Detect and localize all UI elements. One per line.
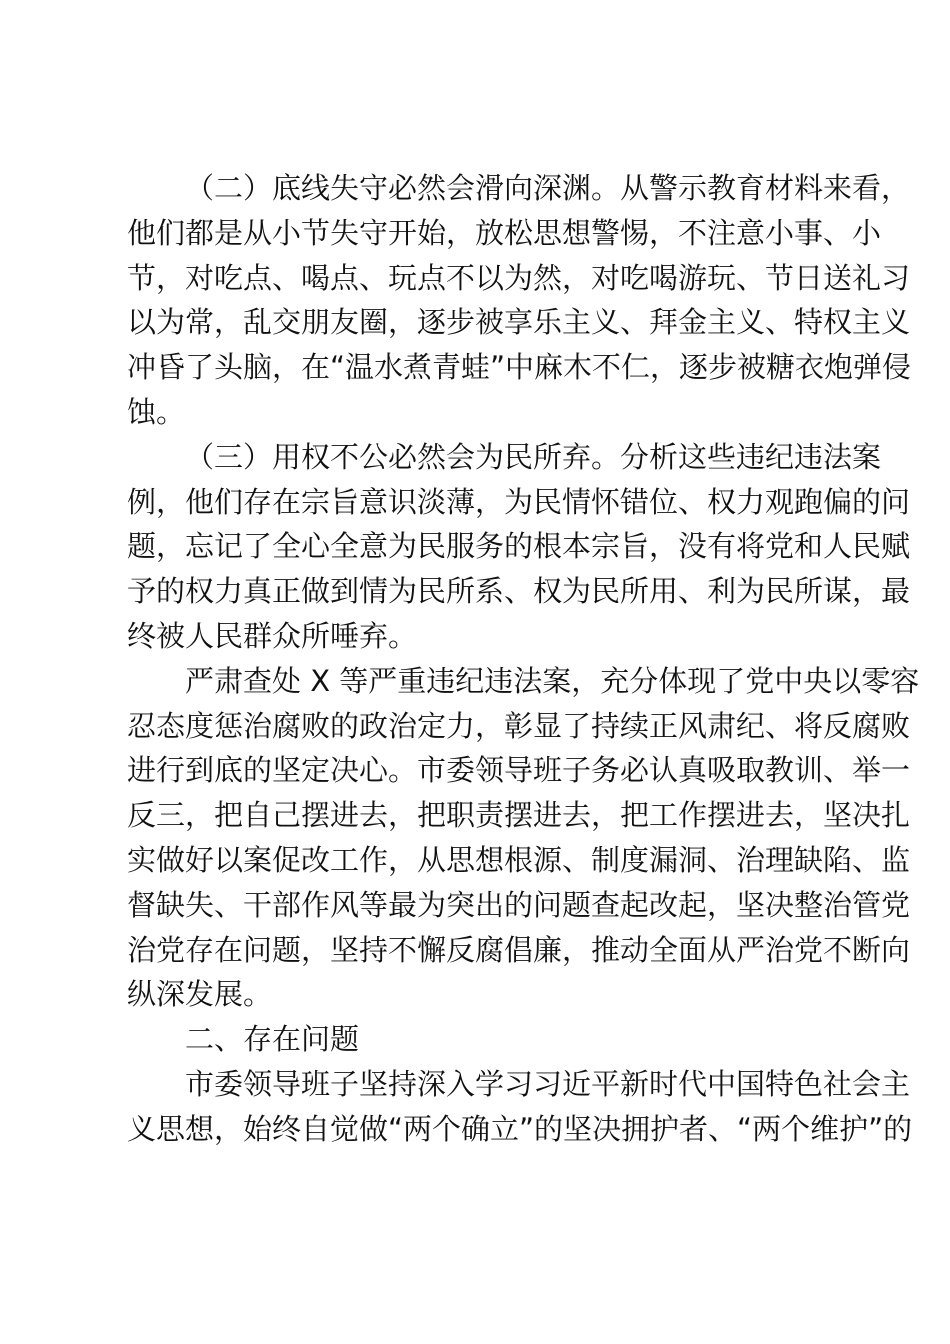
paragraph-line: 题，忘记了全心全意为民服务的根本宗旨，没有将党和人民赋 <box>127 529 911 564</box>
paragraph-line: 忍态度惩治腐败的政治定力，彰显了持续正风肃纪、将反腐败 <box>127 708 911 743</box>
paragraph-line: 他们都是从小节失守开始，放松思想警惕，不注意小事、小 <box>127 215 882 250</box>
paragraph-line: （二）底线失守必然会滑向深渊。从警示教育材料来看， <box>185 171 911 205</box>
paragraph-line: 严肃查处 X 等严重违纪违法案，充分体现了党中央以零容 <box>185 663 920 698</box>
paragraph-line: 督缺失、干部作风等最为突出的问题查起改起，坚决整治管党 <box>127 887 911 922</box>
paragraph-line: 实做好以案促改工作，从思想根源、制度漏洞、治理缺陷、监 <box>127 842 911 877</box>
paragraph-line: 义思想，始终自觉做“两个确立”的坚决拥护者、“两个维护”的 <box>127 1111 913 1146</box>
paragraph-line: 市委领导班子坚持深入学习习近平新时代中国特色社会主 <box>185 1066 911 1101</box>
paragraph-line: 例，他们存在宗旨意识淡薄，为民情怀错位、权力观跑偏的问 <box>127 484 911 519</box>
paragraph-line: 予的权力真正做到情为民所系、权为民所用、利为民所谋，最 <box>127 574 911 609</box>
section-heading: 二、存在问题 <box>185 1022 360 1057</box>
paragraph-line: 进行到底的坚定决心。市委领导班子务必认真吸取教训、举一 <box>127 753 911 788</box>
document-body <box>127 166 920 1152</box>
paragraph-line: 纵深发展。 <box>127 977 273 1012</box>
paragraph-line: 治党存在问题，坚持不懈反腐倡廉，推动全面从严治党不断向 <box>127 932 911 967</box>
paragraph-line: 反三，把自己摆进去，把职责摆进去，把工作摆进去，坚决扎 <box>127 798 911 833</box>
paragraph-line: 以为常，乱交朋友圈，逐步被享乐主义、拜金主义、特权主义 <box>127 305 911 340</box>
paragraph-line: 终被人民群众所唾弃。 <box>127 618 418 653</box>
paragraph-line: （三）用权不公必然会为民所弃。分析这些违纪违法案 <box>185 439 882 474</box>
paragraph-line: 蚀。 <box>127 394 186 429</box>
paragraph-line: 冲昏了头脑，在“温水煮青蛙”中麻木不仁，逐步被糖衣炮弹侵 <box>127 350 912 385</box>
paragraph-line: 节，对吃点、喝点、玩点不以为然，对吃喝游玩、节日送礼习 <box>127 260 911 295</box>
